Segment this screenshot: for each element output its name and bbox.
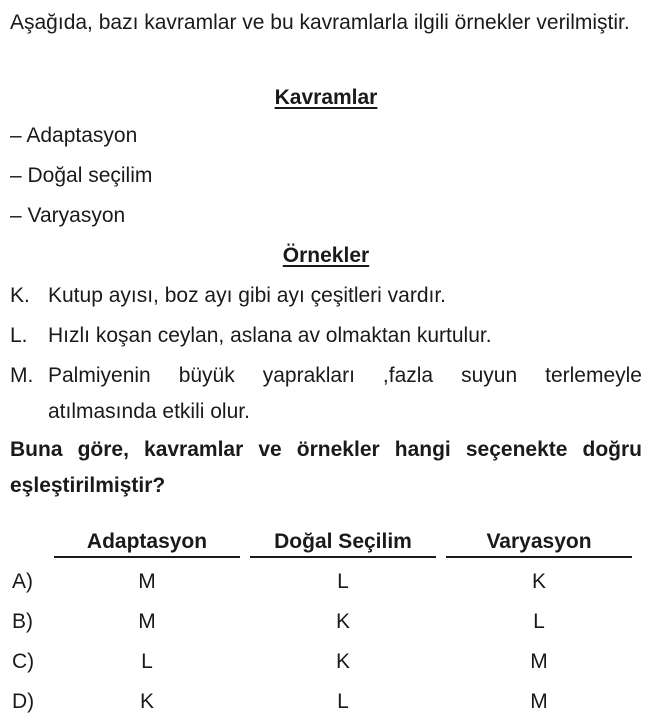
column-header-dogal-secilim: Doğal Seçilim [250,528,436,558]
example-letter: K. [10,284,30,307]
option-a-adaptasyon: M [138,570,156,593]
concept-item-dogal-secilim: – Doğal seçilim [10,164,153,187]
example-item-m [10,358,642,430]
option-c-label[interactable]: C) [12,650,35,673]
option-d-adaptasyon: K [139,690,154,713]
example-item-l [10,318,642,354]
option-c-varyasyon: M [530,650,548,673]
concept-item-varyasyon: – Varyasyon [10,204,126,227]
example-letter: L. [10,324,28,347]
example-text: Kutup ayısı, boz ayı gibi ayı çeşitleri vardır. [48,284,447,307]
concept-item-adaptasyon: – Adaptasyon [10,124,138,147]
option-c-dogal-secilim: K [335,650,350,673]
question-text: Buna göre, kavramlar ve örnekler hangi seçenekte doğru eşleştirilmiştir? [10,438,642,497]
column-header-adaptasyon: Adaptasyon [54,528,240,558]
option-d-varyasyon: M [530,690,548,713]
option-c-adaptasyon: L [141,650,153,673]
column-header-varyasyon: Varyasyon [446,528,632,558]
option-b-label[interactable]: B) [12,610,33,633]
option-b-dogal-secilim: K [335,610,350,633]
example-letter: M. [10,364,34,387]
option-d-dogal-secilim: L [337,690,349,713]
intro-text: Aşağıda, bazı kavramlar ve bu kavramlarla ilgili örnekler verilmiştir. [10,11,630,34]
example-text: Hızlı koşan ceylan, aslana av olmaktan kurtulur. [48,324,492,347]
examples-heading: Örnekler [282,244,370,267]
example-text: Palmiyenin büyük yaprakları ,fazla suyun terlemeyle atılmasında etkili olur. [48,364,642,423]
option-b-varyasyon: L [533,610,545,633]
option-a-dogal-secilim: L [337,570,349,593]
option-b-adaptasyon: M [138,610,156,633]
example-item-k [10,278,642,314]
option-a-label[interactable]: A) [12,570,33,593]
option-d-label[interactable]: D) [12,690,35,713]
option-a-varyasyon: K [531,570,546,593]
concepts-heading: Kavramlar [274,86,378,109]
